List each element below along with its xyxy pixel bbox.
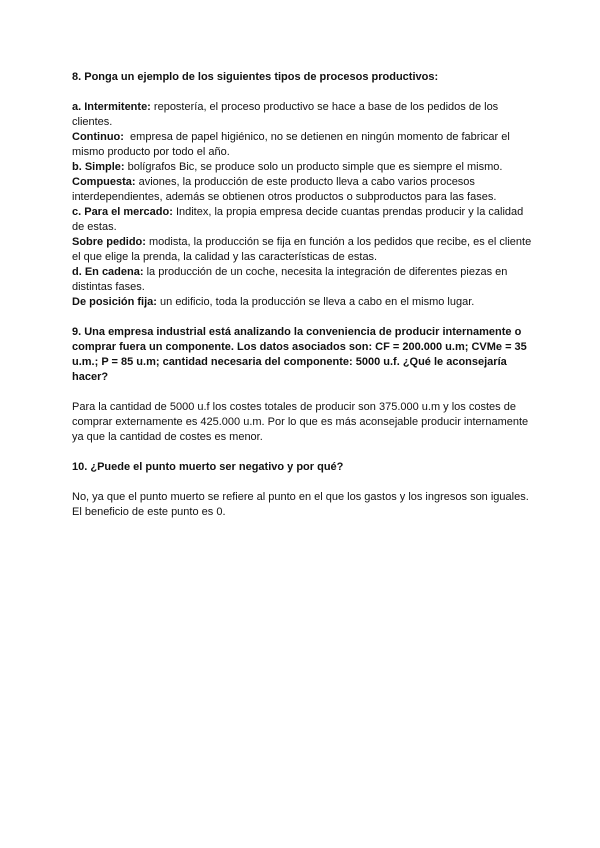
- document-page: [72, 70, 532, 520]
- answer-compuesta: [72, 175, 532, 205]
- text-continuo: empresa de papel higiénico, no se detienen en ningún momento de fabricar el mismo producto por todo el año.: [72, 131, 513, 158]
- label-en-cadena: d. En cadena:: [72, 266, 144, 278]
- answer-posicion-fija: [72, 295, 532, 310]
- text-para-el-mercado: Inditex, la propia empresa decide cuantas prendas producir y la calidad de estas.: [72, 206, 524, 233]
- text-posicion-fija: un edificio, toda la producción se lleva a cabo en el mismo lugar.: [156, 296, 475, 308]
- question-10-title: 10. ¿Puede el punto muerto ser negativo y por qué?: [72, 461, 344, 473]
- question-10-answer: No, ya que el punto muerto se refiere al punto en el que los gastos y los ingresos son iguales. El beneficio de este punto es 0.: [72, 491, 529, 518]
- label-sobre-pedido: Sobre pedido:: [72, 236, 146, 248]
- answer-continuo: [72, 130, 532, 160]
- label-simple: b. Simple:: [72, 161, 125, 173]
- answer-simple: [72, 160, 532, 175]
- answer-en-cadena: [72, 265, 532, 295]
- label-compuesta: Compuesta:: [72, 176, 136, 188]
- question-9-title: 9. Una empresa industrial está analizando la conveniencia de producir internamente o comprar fuera un componente. Los datos asociados son: CF = 200.000 u.m; CVMe = 35 u.m.; P = 85 u.m; cantidad necesaria del componente: 5000 u.f. ¿Qué le aconsejaría hacer?: [72, 326, 527, 383]
- text-sobre-pedido: modista, la producción se fija en función a los pedidos que recibe, es el cliente el que elige la prenda, la calidad y las características de estas.: [72, 236, 532, 263]
- text-simple: bolígrafos Bic, se produce solo un producto simple que es siempre el mismo.: [124, 161, 503, 173]
- label-posicion-fija: De posición fija:: [72, 296, 157, 308]
- answer-sobre-pedido: [72, 235, 532, 265]
- answer-para-el-mercado: [72, 205, 532, 235]
- label-continuo: Continuo:: [72, 131, 124, 143]
- text-intermitente: repostería, el proceso productivo se hace a base de los pedidos de los clientes.: [72, 101, 499, 128]
- text-compuesta: aviones, la producción de este producto lleva a cabo varios procesos interdependientes, además se obtienen otros productos o subproductos para las fases.: [72, 176, 497, 203]
- label-para-el-mercado: c. Para el mercado:: [72, 206, 173, 218]
- question-8-title: 8. Ponga un ejemplo de los siguientes tipos de procesos productivos:: [72, 71, 439, 83]
- label-intermitente: a. Intermitente:: [72, 101, 151, 113]
- question-9-answer: Para la cantidad de 5000 u.f los costes totales de producir son 375.000 u.m y los costes de comprar externamente es 425.000 u.m. Por lo que es más aconsejable producir internamente ya que la cantidad de costes es menor.: [72, 401, 529, 443]
- answer-intermitente: [72, 100, 532, 130]
- text-en-cadena: la producción de un coche, necesita la integración de diferentes piezas en distintas fases.: [72, 266, 508, 293]
